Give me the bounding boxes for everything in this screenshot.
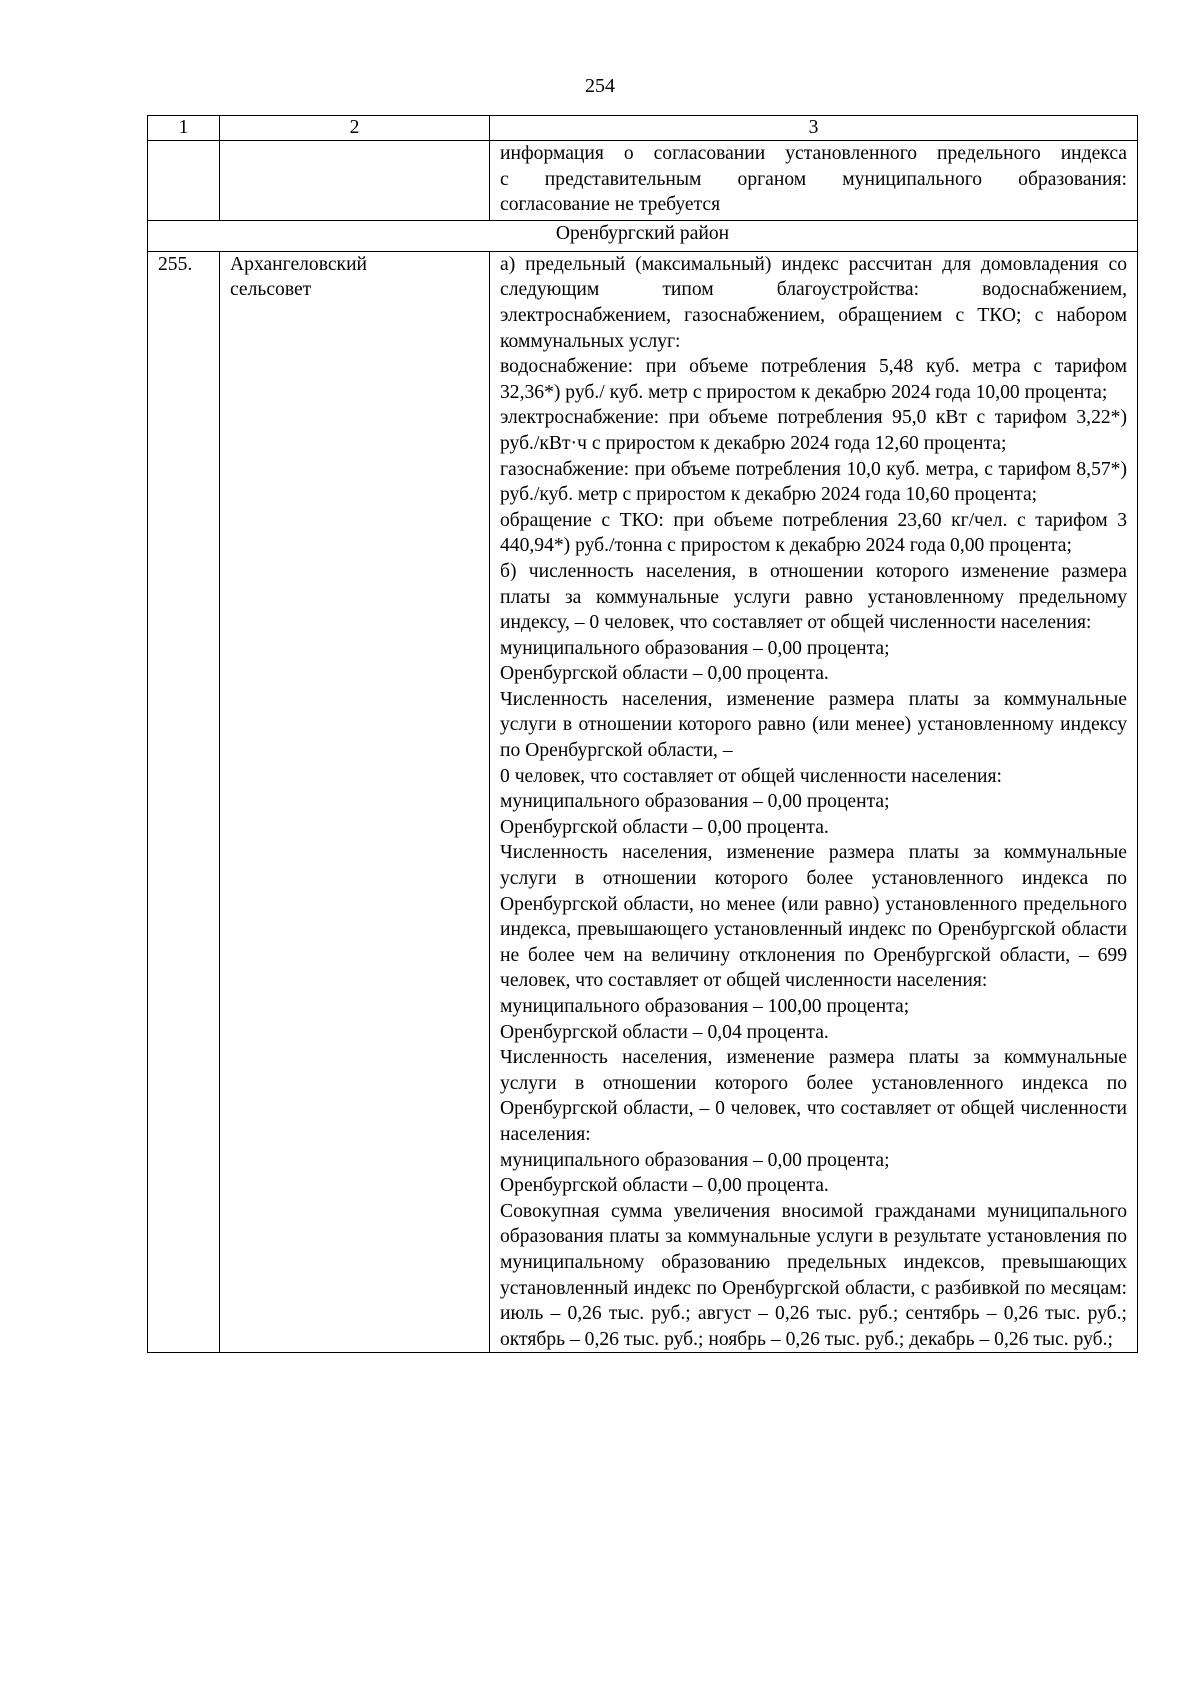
- paragraph-municipal-2: муниципального образования – 0,00 процента;: [500, 791, 890, 813]
- continuation-line: согласование не требуется: [500, 194, 721, 216]
- entry-name-cell: [220, 251, 490, 1353]
- entry-name-line: сельсовет: [230, 279, 312, 301]
- paragraph-population-more: Численность населения, изменение размера платы за коммунальные услуги в отношении которого более установленного индекса по Оренбургской области, – 0 человек, что составляет от общей численности населения:: [500, 1047, 1127, 1145]
- paragraph-population-between: Численность населения, изменение размера платы за коммунальные услуги в отношении которого более установленного индекса по Оренбургской области, но менее (или равно) установленного предельного индекса, превышающего установленный индекс по Оренбургской области не более чем на величину отклонения по Оренбургской области, – 699 человек, что составляет от общей численности населения:: [500, 842, 1127, 992]
- continuation-line: с представительным органом муниципального образования:: [500, 168, 1127, 190]
- region-row: [148, 220, 1138, 251]
- header-col-2: 2: [220, 116, 490, 141]
- header-col-3: 3: [490, 116, 1138, 141]
- paragraph-municipal-1: муниципального образования – 0,00 процента;: [500, 637, 890, 659]
- entry-row: [148, 251, 1138, 1353]
- entry-content-cell: [490, 251, 1138, 1353]
- table-header-row: [148, 116, 1138, 141]
- paragraph-intro: а) предельный (максимальный) индекс рассчитан для домовладения со следующим типом благоустройства: водоснабжением, электроснабжением, газоснабжением, обращением с ТКО; с набором коммунальных услуг:: [500, 253, 1127, 352]
- paragraph-region-2: Оренбургской области – 0,00 процента.: [500, 816, 829, 838]
- paragraph-municipal-4: муниципального образования – 0,00 процента;: [500, 1149, 890, 1171]
- region-title: Оренбургский район: [148, 220, 1138, 251]
- continuation-row: [148, 141, 1138, 221]
- continuation-num-cell: [148, 141, 220, 221]
- paragraph-municipal-3: муниципального образования – 100,00 процента;: [500, 996, 910, 1017]
- paragraph-region-1: Оренбургской области – 0,00 процента.: [500, 663, 829, 685]
- paragraph-region-3: Оренбургской области – 0,04 процента.: [500, 1021, 829, 1043]
- entry-number: 255.: [148, 251, 220, 1353]
- paragraph-gas: газоснабжение: при объеме потребления 10,0 куб. метра, с тарифом 8,57*) руб./куб. метр с приростом к декабрю 2024 года 10,60 процента;: [500, 458, 1127, 506]
- paragraph-total-sum: Совокупная сумма увеличения вносимой гражданами муниципального образования платы за коммунальные услуги в результате установления по муниципальному образованию предельных индексов, превышающих установленный индекс по Оренбургской области, с разбивкой по месяцам: июль – 0,26 тыс. руб.; август – 0,26 тыс. руб.; сентябрь – 0,26 тыс. руб.; октябрь – 0,26 тыс. руб.; ноябрь – 0,26 тыс. руб.; декабрь – 0,26 тыс. руб.;: [500, 1200, 1127, 1350]
- header-col-1: 1: [148, 116, 220, 141]
- paragraph-population-b: б) численность населения, в отношении которого изменение размера платы за коммунальные услуги равно установленному предельному индексу, – 0 человек, что составляет от общей численности населения:: [500, 560, 1127, 634]
- continuation-line: информация о согласовании установленного предельного индекса: [500, 143, 1127, 164]
- page-number: 254: [585, 75, 615, 97]
- paragraph-region-4: Оренбургской области – 0,00 процента.: [500, 1175, 829, 1197]
- continuation-text-cell: [490, 141, 1138, 221]
- continuation-name-cell: [220, 141, 490, 221]
- index-table: [147, 115, 1138, 1353]
- paragraph-electricity: электроснабжение: при объеме потребления 95,0 кВт с тарифом 3,22*) руб./кВт·ч с приростом к декабрю 2024 года 12,60 процента;: [500, 407, 1127, 454]
- paragraph-zero-people: 0 человек, что составляет от общей численности населения:: [500, 765, 1003, 787]
- paragraph-waste: обращение с ТКО: при объеме потребления 23,60 кг/чел. с тарифом 3 440,94*) руб./тонна с приростом к декабрю 2024 года 0,00 процента;: [500, 509, 1127, 557]
- entry-name-line: Архангеловский: [230, 253, 368, 275]
- paragraph-population-equal-less: Численность населения, изменение размера платы за коммунальные услуги в отношении которого равно (или менее) установленному индексу по Оренбургской области, –: [500, 688, 1127, 762]
- paragraph-water: водоснабжение: при объеме потребления 5,48 куб. метра с тарифом 32,36*) руб./ куб. метр с приростом к декабрю 2024 года 10,00 процента;: [500, 356, 1127, 403]
